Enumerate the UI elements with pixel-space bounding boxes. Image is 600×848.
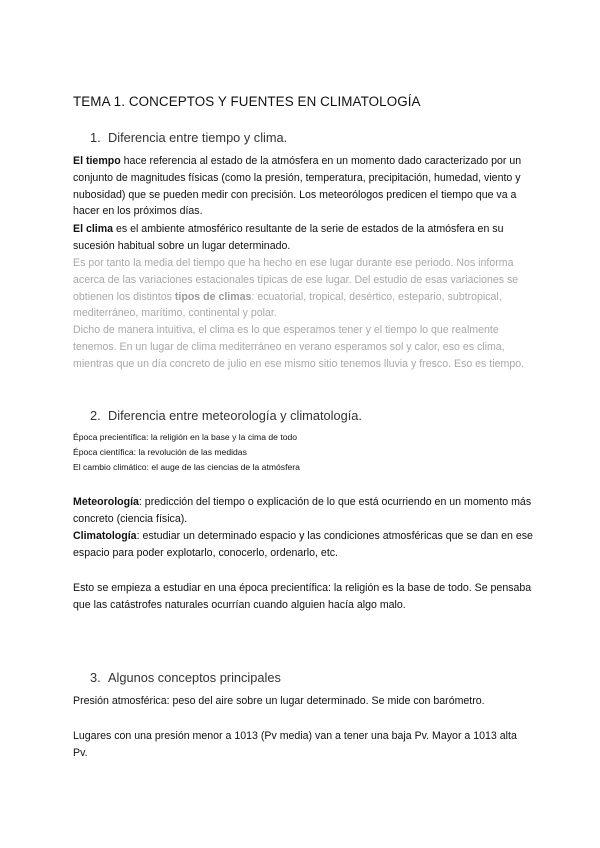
paragraph-presion: Presión atmosférica: peso del aire sobre un lugar determinado. Se mide con barómetro. xyxy=(73,695,485,707)
paragraph-meteorologia xyxy=(73,494,533,528)
term-clima: El clima xyxy=(73,223,114,235)
paragraph-lugares: Lugares con una presión menor a 1013 (Pv media) van a tener una baja Pv. Mayor a 1013 alta Pv. xyxy=(73,730,517,759)
epoch-list xyxy=(73,430,300,475)
paragraph-text: es el ambiente atmosférico resultante de la serie de estados de la atmósfera en su sucesión habitual sobre un lugar determinado. xyxy=(73,223,504,252)
paragraph-tiempo xyxy=(73,153,533,220)
paragraph-intuitivo: Dicho de manera intuitiva, el clima es lo que esperamos tener y el tiempo lo que realmente tenemos. En un lugar de clima mediterráneo en verano esperamos sol y calor, eso es clima, mientras que un día concreto de julio en ese mismo sitio tenemos lluvia y fresco. Eso es tiempo. xyxy=(73,324,525,370)
section-heading-text: Diferencia entre meteorología y climatología. xyxy=(108,408,362,423)
section-heading-text: Algunos conceptos principales xyxy=(108,670,281,685)
term-tipos-de-climas: tipos de climas xyxy=(174,290,252,303)
paragraph-text: Es por tanto la media del tiempo que ha hecho en ese lugar durante ese periodo. Nos informa acerca de las variaciones estacionales típicas de ese lugar. Del estudio de esas variaciones se obtienen los distintos xyxy=(73,257,519,303)
section-heading-2 xyxy=(90,408,362,423)
paragraph-media-tiempo xyxy=(73,255,533,322)
epoch-item: Época científica: la revolución de las medidas xyxy=(73,447,247,457)
paragraph-text: : estudiar un determinado espacio y las condiciones atmosféricas que se dan en ese espacio para poder explotarlo, conocerlo, ordenarlo, etc. xyxy=(73,530,533,559)
paragraph-text: hace referencia al estado de la atmósfera en un momento dado caracterizado por un conjunto de magnitudes físicas (como la presión, temperatura, precipitación, humedad, viento y nubosidad) que se pueden medir con precisión. Los meteorólogos predicen el tiempo que va a hacer en los próximos días. xyxy=(73,155,522,218)
term-meteorologia: Meteorología xyxy=(73,496,139,508)
paragraph-text: : ecuatorial, tropical, desértico, estepario, subtropical, mediterráneo, marítimo, continental y polar. xyxy=(73,290,502,320)
section-heading-text: Diferencia entre tiempo y clima. xyxy=(108,130,288,145)
paragraph-precientifica: Esto se empieza a estudiar en una época precientífica: la religión es la base de todo. Se pensaba que las catástrofes naturales ocurrían cuando alguien hacía algo malo. xyxy=(73,582,532,611)
epoch-item: Época precientífica: la religión en la base y la cima de todo xyxy=(73,432,298,442)
section-number: 1. xyxy=(90,130,101,145)
paragraph-clima xyxy=(73,221,533,255)
term-tiempo: El tiempo xyxy=(73,155,121,167)
paragraph-text: : predicción del tiempo o explicación de lo que está ocurriendo en un momento más concreto (ciencia física). xyxy=(73,496,532,525)
section-heading-3 xyxy=(90,670,281,685)
section-number: 2. xyxy=(90,408,101,423)
section-number: 3. xyxy=(90,670,101,685)
section-heading-1 xyxy=(90,130,287,145)
paragraph-climatologia xyxy=(73,528,533,562)
term-climatologia: Climatología xyxy=(73,530,137,542)
epoch-item: El cambio climático: el auge de las ciencias de la atmósfera xyxy=(73,462,300,472)
document-title: TEMA 1. CONCEPTOS Y FUENTES EN CLIMATOLOGÍA xyxy=(73,94,421,109)
